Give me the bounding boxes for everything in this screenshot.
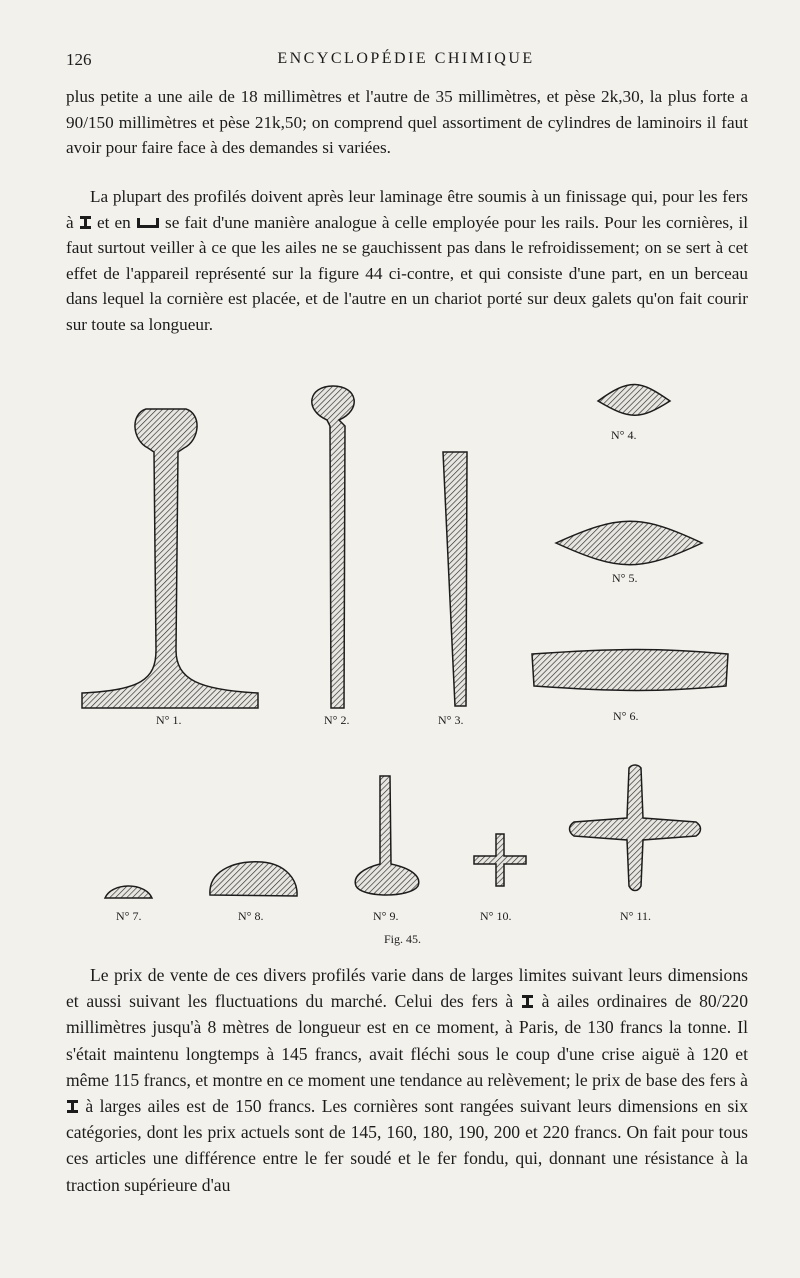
profile-8-label: N° 8. (238, 909, 264, 923)
profile-11-large-cross (570, 765, 701, 891)
profile-3-tapered-bar (443, 452, 467, 706)
profile-9-label: N° 9. (373, 909, 399, 923)
figure-caption: Fig. 45. (384, 932, 422, 946)
profile-10-label: N° 10. (480, 909, 512, 923)
profile-5-lens (556, 521, 702, 565)
profile-5-label: N° 5. (612, 571, 638, 585)
paragraph-2-part-b: et en (96, 212, 131, 232)
paragraph-3-part-b: à ailes ordinaires de 80/220 millimètres jusqu'à 8 mètres de longueur est en ce moment, à Paris, de 130 francs la tonne. Il s'était maintenu longtemps à 145 francs, avait fléchi sous le coup d'une crise aiguë à 120 et même 115 francs, et montre en ce moment une tendance au relèvement; le prix de base des fers à (66, 991, 749, 1090)
paragraph-2-part-a: La plupart des profilés doivent après leur laminage être soumis à un finissage qui, pour les fers à (66, 187, 748, 232)
paragraph-3-part-c: à larges ailes est de 150 francs. Les cornières sont rangées suivant leurs dimensions en six catégories, dont les prix actuels sont de 145, 160, 180, 190, 200 et 220 francs. On fait pour tous ces articles une différence entre le fer soudé et le fer fondu, qui, donnant une résistance à la traction supérieure d'au (66, 1096, 748, 1195)
profile-1-rail (82, 409, 258, 708)
profile-7-label: N° 7. (116, 909, 142, 923)
profile-6-flat-lens (532, 650, 728, 691)
paragraph-1: plus petite a une aile de 18 millimètres et l'autre de 35 millimètres, et pèse 2k,30, la plus forte a 90/150 millimètres et pèse 21k,50; on comprend quel assortiment de cylindres de laminoirs il faut avoir pour faire face à des demandes si variées. (66, 87, 748, 158)
profile-9-bulb-tee (355, 776, 419, 895)
paragraph-2-part-c: se fait d'une manière analogue à celle employée pour les rails. Pour les cornières, il faut surtout veiller à ce que les ailes ne se gauchissent pas dans le refroidissement; on se sert à cet effet de l'appareil représenté sur la figure 44 ci-contre, et qui consiste d'une part, en un berceau dans lequel la cornière est placée, et de l'autre en un chariot porté sur deux galets qu'on fait courir sur toute sa longueur. (66, 212, 749, 334)
i-beam-icon (522, 995, 533, 1008)
profile-7-half-round (105, 886, 152, 898)
profile-2-label: N° 2. (324, 713, 350, 727)
running-title: ENCYCLOPÉDIE CHIMIQUE (277, 50, 535, 67)
profile-8-oval (210, 862, 297, 896)
paragraph-3 (66, 962, 748, 1198)
profile-4-label: N° 4. (611, 428, 637, 442)
i-beam-icon (67, 1100, 78, 1113)
profile-10-small-cross (474, 834, 526, 886)
profile-6-label: N° 6. (613, 709, 639, 723)
profile-1-label: N° 1. (156, 713, 182, 727)
paragraph-3-part-a: Le prix de vente de ces divers profilés varie dans de larges limites suivant leurs dimensions et aussi suivant les fluctuations du marché. Celui des fers à (66, 965, 748, 1012)
profile-11-label: N° 11. (620, 909, 652, 923)
profile-4-lens (598, 384, 670, 415)
profile-2-rail (312, 386, 354, 708)
profile-3-label: N° 3. (438, 713, 464, 727)
page-number: 126 (66, 50, 92, 69)
